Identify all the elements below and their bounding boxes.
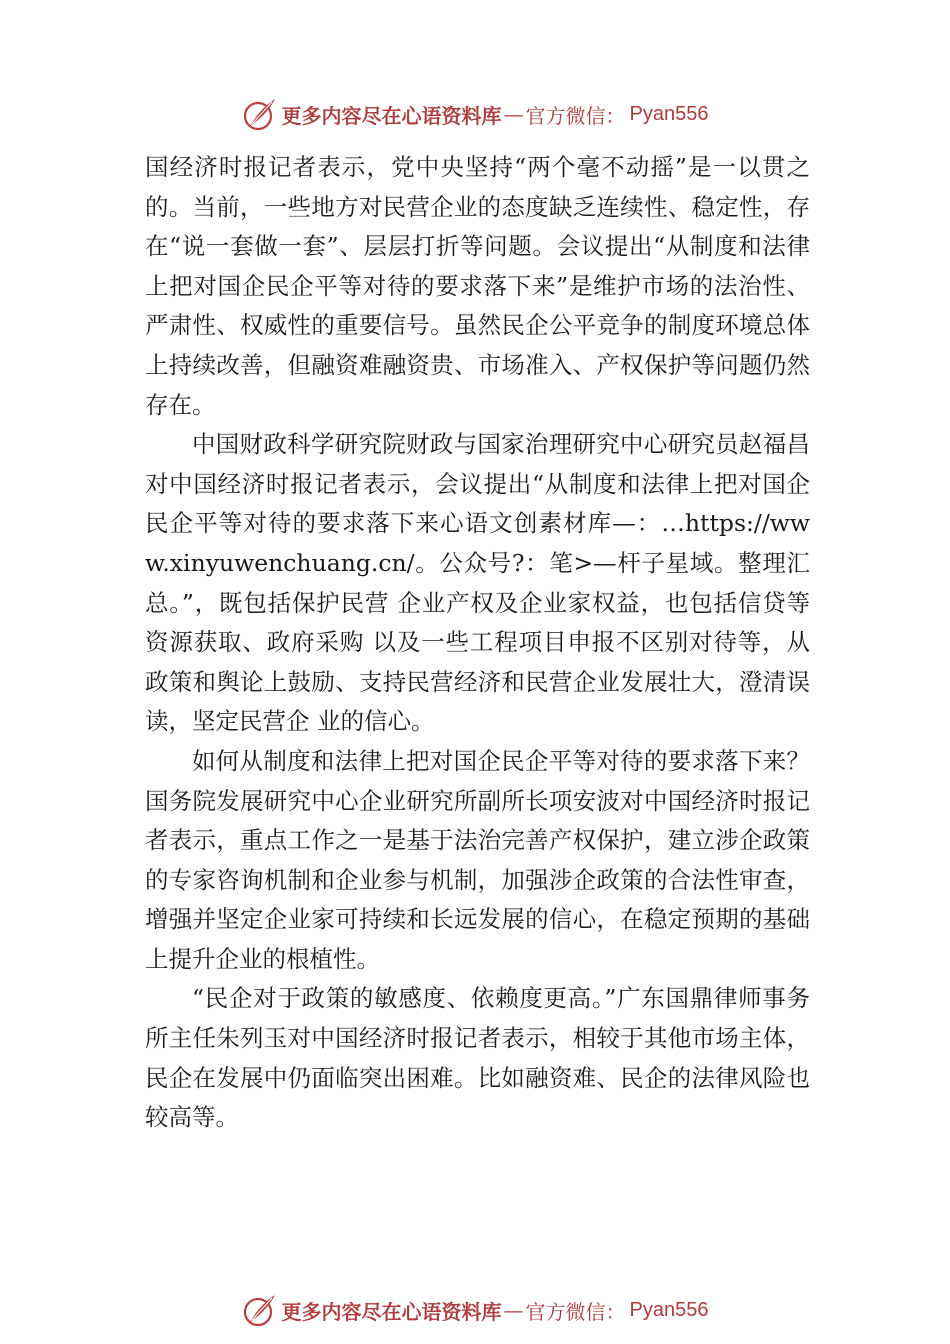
banner-main-text: 更多内容尽在心语资料库 bbox=[281, 1299, 502, 1324]
banner-wechat-label: 官方微信： bbox=[525, 1299, 626, 1324]
paragraph-1: 国经济时报记者表示，党中央坚持“两个毫不动摇”是一以贯之的。当前，一些地方对民营企业的态度缺乏连续性、稳定性，存在“说一套做一套”、层层打折等问题。会议提出“从制度和法律上把对国企民企平等对待的要求落下来”是维护市场的法治性、严肃性、权威性的重要信号。虽然民企公平竞争的制度环境总体上持续改善，但融资难融资贵、市场准入、产权保护等问题仍然存在。 bbox=[145, 153, 810, 419]
banner-wechat-label: 官方微信： bbox=[525, 103, 626, 128]
document-body bbox=[145, 148, 810, 1138]
paragraph-4: “民企对于政策的敏感度、依赖度更高。”广东国鼎律师事务所主任朱列玉对中国经济时报记者表示，相较于其他市场主体，民企在发展中仍面临突出困难。比如融资难、民企的法律风险也较高等。 bbox=[145, 984, 810, 1132]
banner-dash: — bbox=[503, 1298, 524, 1322]
banner-dash: — bbox=[503, 102, 524, 126]
banner-wechat-id: Pyan556 bbox=[629, 102, 709, 125]
footer-banner bbox=[0, 1290, 950, 1330]
feather-pen-logo-icon bbox=[242, 1292, 278, 1328]
header-banner bbox=[0, 94, 950, 134]
paragraph-2: 中国财政科学研究院财政与国家治理研究中心研究员赵福昌对中国经济时报记者表示，会议提出“从制度和法律上把对国企民企平等对待的要求落下来心语文创素材库—：…https://www.xinyuwenchuang.cn/。公众号?：笔>—杆子星域。整理汇总。”，既包括保护民营 企业产权及企业家权益，也包括信贷等资源获取、政府采购 以及一些工程项目申报不区别对待等，从政策和舆论上鼓励、支持民营经济和民营企业发展壮大，澄清误读，坚定民营企 业的信心。 bbox=[145, 430, 810, 736]
feather-pen-logo-icon bbox=[242, 96, 278, 132]
paragraph-3: 如何从制度和法律上把对国企民企平等对待的要求落下来？国务院发展研究中心企业研究所副所长项安波对中国经济时报记者表示，重点工作之一是基于法治完善产权保护，建立涉企政策的专家咨询机制和企业参与机制，加强涉企政策的合法性审查，增强并坚定企业家可持续和长远发展的信心，在稳定预期的基础上提升企业的根植性。 bbox=[145, 746, 810, 973]
banner-main-text: 更多内容尽在心语资料库 bbox=[281, 103, 502, 128]
banner-wechat-id: Pyan556 bbox=[629, 1298, 709, 1321]
